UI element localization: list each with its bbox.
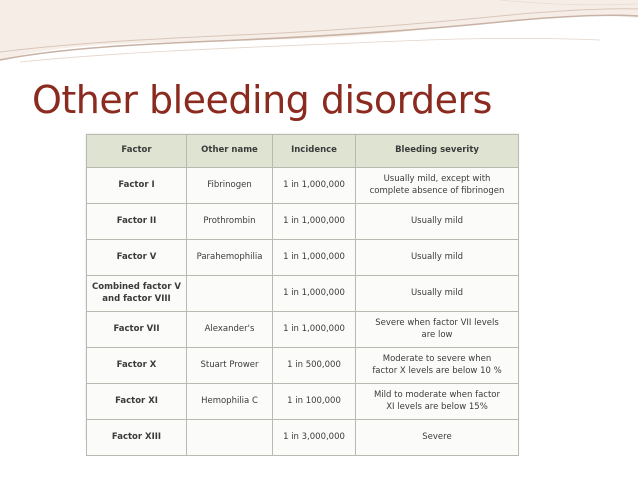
cell-other-name: Prothrombin: [187, 204, 273, 240]
factor-line-1: Combined factor V: [92, 282, 181, 293]
cell-other-name: Alexander's: [187, 312, 273, 348]
severity-line-1: Severe: [422, 431, 452, 442]
factor-table: [86, 134, 519, 456]
cell-factor: Factor XI: [87, 384, 187, 420]
factor-line-2: and factor VIII: [102, 293, 171, 304]
cell-other-name: Hemophilia C: [187, 384, 273, 420]
header-incidence: Incidence: [273, 135, 356, 168]
slide-title: Other bleeding disorders: [32, 78, 492, 122]
cell-severity: [356, 420, 519, 456]
cell-incidence: 1 in 3,000,000: [273, 420, 356, 456]
cell-factor: Factor II: [87, 204, 187, 240]
cell-other-name: Stuart Prower: [187, 348, 273, 384]
severity-line-2: complete absence of fibrinogen: [369, 185, 505, 196]
severity-line-2: are low: [421, 329, 453, 340]
cell-incidence: 1 in 1,000,000: [273, 312, 356, 348]
table-row: [87, 240, 519, 276]
cell-severity: [356, 168, 519, 204]
severity-line-1: Mild to moderate when factor: [373, 390, 501, 401]
severity-line-1: Usually mild: [410, 287, 464, 298]
cell-severity: [356, 348, 519, 384]
header-factor: Factor: [87, 135, 187, 168]
cell-severity: [356, 384, 519, 420]
table-row: [87, 276, 519, 312]
severity-line-1: Usually mild: [410, 215, 464, 226]
bleeding-disorders-table: [86, 134, 518, 441]
severity-line-1: Usually mild: [410, 251, 464, 262]
table-row: [87, 420, 519, 456]
cell-incidence: 1 in 100,000: [273, 384, 356, 420]
severity-line-2: XI levels are below 15%: [386, 401, 488, 412]
decorative-swoosh: [0, 0, 638, 80]
cell-incidence: 1 in 1,000,000: [273, 276, 356, 312]
header-bleeding-severity: Bleeding severity: [356, 135, 519, 168]
cell-incidence: 1 in 1,000,000: [273, 168, 356, 204]
severity-line-1: Severe when factor VII levels: [375, 318, 499, 329]
table-header-row: [87, 135, 519, 168]
severity-line-1: Moderate to severe when: [382, 354, 492, 365]
cell-severity: [356, 204, 519, 240]
cell-other-name: [187, 276, 273, 312]
cell-factor: [87, 276, 187, 312]
cell-severity: [356, 240, 519, 276]
table-row: [87, 204, 519, 240]
cell-factor: Factor I: [87, 168, 187, 204]
cell-incidence: 1 in 1,000,000: [273, 240, 356, 276]
cell-factor: Factor V: [87, 240, 187, 276]
table-row: [87, 384, 519, 420]
cell-other-name: Fibrinogen: [187, 168, 273, 204]
cell-incidence: 1 in 500,000: [273, 348, 356, 384]
cell-other-name: Parahemophilia: [187, 240, 273, 276]
severity-line-1: Usually mild, except with: [383, 174, 491, 185]
cell-incidence: 1 in 1,000,000: [273, 204, 356, 240]
table-row: [87, 312, 519, 348]
header-other-name: Other name: [187, 135, 273, 168]
severity-line-2: factor X levels are below 10 %: [372, 365, 502, 376]
cell-factor: Factor XIII: [87, 420, 187, 456]
table-row: [87, 168, 519, 204]
cell-severity: [356, 312, 519, 348]
cell-other-name: [187, 420, 273, 456]
cell-severity: [356, 276, 519, 312]
table-row: [87, 348, 519, 384]
cell-factor: Factor X: [87, 348, 187, 384]
cell-factor: Factor VII: [87, 312, 187, 348]
